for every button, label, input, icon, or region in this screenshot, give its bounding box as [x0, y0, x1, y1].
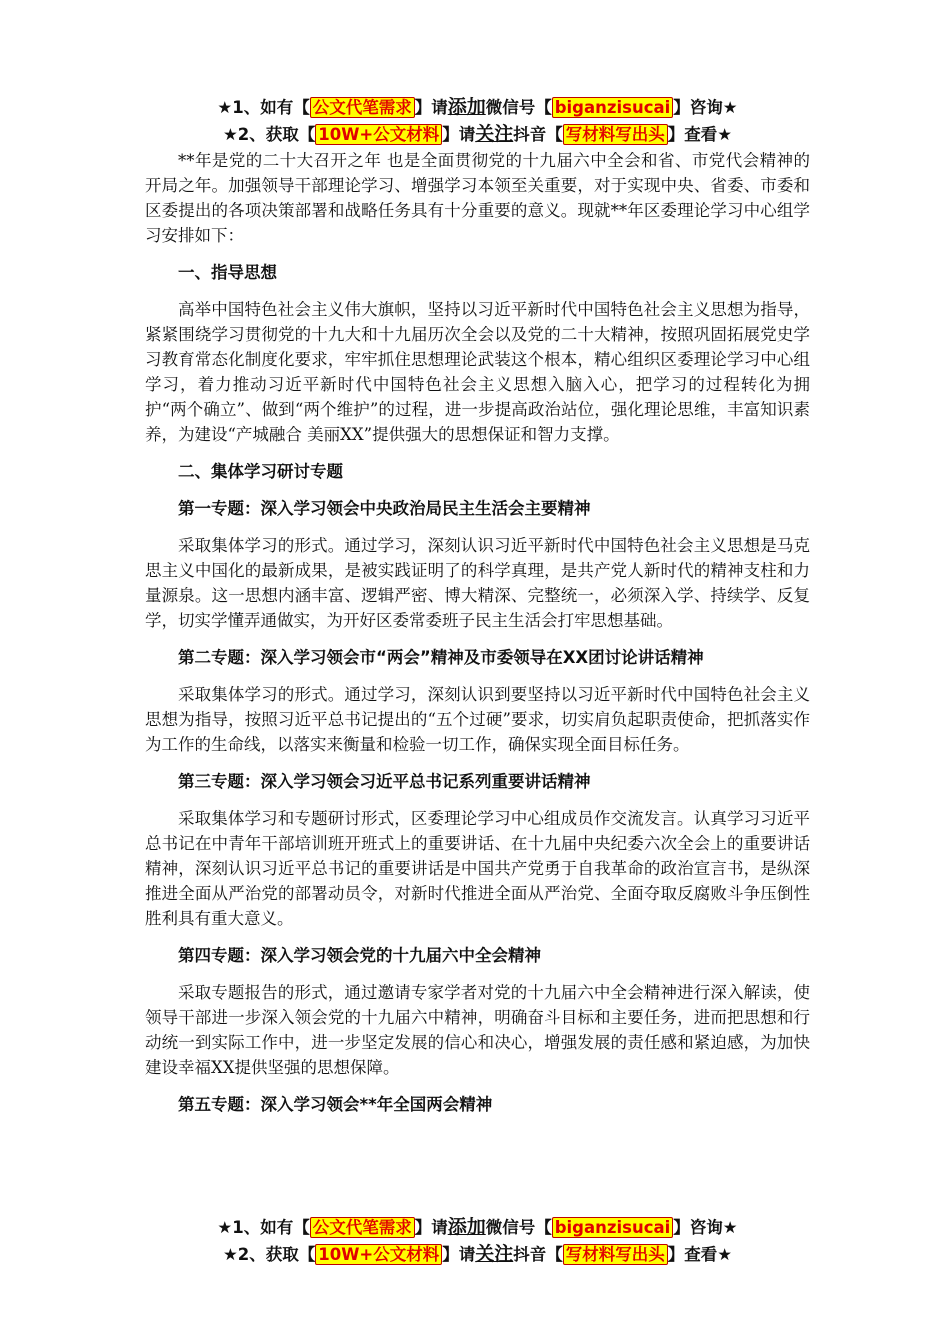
top-banner-line-1: [145, 94, 810, 121]
banner-emphasis: 关注: [475, 123, 514, 145]
banner-emphasis: 添加: [447, 1216, 486, 1238]
banner-text: 】咨询★: [673, 98, 738, 117]
banner-text: 微信号【: [485, 1218, 552, 1237]
banner-text: 】请: [442, 125, 476, 144]
topic-5-title: 第五专题：深入学习领会**年全国两会精神: [178, 1095, 493, 1114]
top-banner-line-2: [145, 121, 810, 148]
topic-1-body: 采取集体学习的形式。通过学习，深刻认识习近平新时代中国特色社会主义思想是马克思主义中国化的最新成果，是被实践证明了的科学真理，是共产党人新时代的精神支柱和力量源泉。这一思想内涵丰富、逻辑严密、博大精深、完整统一，必须深入学、持续学、反复学，切实学懂弄通做实，为开好区委常委班子民主生活会打牢思想基础。: [145, 536, 810, 630]
banner-text: ★1、如有【: [217, 98, 310, 117]
topic-2-title: 第二专题：深入学习领会市“两会”精神及市委领导在XX团讨论讲话精神: [178, 648, 704, 667]
topic-1-title: 第一专题：深入学习领会中央政治局民主生活会主要精神: [178, 499, 591, 518]
highlight-douyin: 写材料写出头: [563, 1244, 668, 1265]
topic-2-body: 采取集体学习的形式。通过学习，深刻认识到要坚持以习近平新时代中国特色社会主义思想为指导，按照习近平总书记提出的“五个过硬”要求，切实肩负起职责使命，把抓落实作为工作的生命线，以落实来衡量和检验一切工作，确保实现全面目标任务。: [145, 685, 810, 754]
bottom-banner: [145, 1214, 810, 1268]
banner-text: ★2、获取【: [222, 125, 316, 144]
topic-4-title: 第四专题：深入学习领会党的十九届六中全会精神: [178, 946, 541, 965]
banner-emphasis: 关注: [475, 1243, 514, 1265]
banner-text: 】请: [414, 98, 448, 117]
highlight-materials: 10W+公文材料: [315, 124, 442, 145]
intro-paragraph: **年是党的二十大召开之年 也是全面贯彻党的十九届六中全会和省、市党代会精神的开局之年。加强领导干部理论学习、增强学习本领至关重要，对于实现中央、省委、市委和区委提出的各项决策部署和战略任务具有十分重要的意义。现就**年区委理论学习中心组学习安排如下：: [145, 151, 810, 245]
banner-text: ★1、如有【: [217, 1218, 310, 1237]
bottom-banner-line-2: [145, 1241, 810, 1268]
highlight-service: 公文代笔需求: [310, 1217, 415, 1238]
highlight-materials: 10W+公文材料: [315, 1244, 442, 1265]
topic-3-body: 采取集体学习和专题研讨形式，区委理论学习中心组成员作交流发言。认真学习习近平总书记在中青年干部培训班开班式上的重要讲话、在十九届中央纪委六次全会上的重要讲话精神，深刻认识习近平总书记的重要讲话是中国共产党勇于自我革命的政治宣言书，是纵深推进全面从严治党的部署动员令，对新时代推进全面从严治党、全面夺取反腐败斗争压倒性胜利具有重大意义。: [145, 809, 810, 928]
banner-text: 微信号【: [485, 98, 552, 117]
document-page: [145, 94, 810, 1117]
banner-text: 抖音【: [513, 125, 563, 144]
banner-text: 】查看★: [667, 1245, 733, 1264]
topic-3-title: 第三专题：深入学习领会习近平总书记系列重要讲话精神: [178, 772, 591, 791]
highlight-douyin: 写材料写出头: [563, 124, 668, 145]
banner-text: 】查看★: [667, 125, 733, 144]
banner-emphasis: 添加: [447, 96, 486, 118]
banner-text: 】请: [442, 1245, 476, 1264]
bottom-banner-line-1: [145, 1214, 810, 1241]
banner-text: 】请: [414, 1218, 448, 1237]
banner-text: ★2、获取【: [222, 1245, 316, 1264]
section-2-title: 二、集体学习研讨专题: [178, 462, 343, 481]
topic-4-body: 采取专题报告的形式，通过邀请专家学者对党的十九届六中全会精神进行深入解读，使领导干部进一步深入领会党的十九届六中精神，明确奋斗目标和主要任务，进而把思想和行动统一到实际工作中，进一步坚定发展的信心和决心，增强发展的责任感和紧迫感，为加快建设幸福XX提供坚强的思想保障。: [145, 983, 810, 1077]
section-1-title: 一、指导思想: [178, 263, 277, 282]
banner-text: 】咨询★: [673, 1218, 738, 1237]
banner-text: 抖音【: [513, 1245, 563, 1264]
section-1-body: 高举中国特色社会主义伟大旗帜，坚持以习近平新时代中国特色社会主义思想为指导，紧紧围绕学习贯彻党的十九大和十九届历次全会以及党的二十大精神，按照巩固拓展党史学习教育常态化制度化要求，牢牢抓住思想理论武装这个根本，精心组织区委理论学习中心组学习，着力推动习近平新时代中国特色社会主义思想入脑入心，把学习的过程转化为拥护“两个确立”、做到“两个维护”的过程，进一步提高政治站位，强化理论思维，丰富知识素养，为建设“产城融合 美丽XX”提供强大的思想保证和智力支撑。: [145, 300, 810, 444]
highlight-wechat-id: biganzisucai: [552, 97, 674, 118]
highlight-wechat-id: biganzisucai: [552, 1217, 674, 1238]
highlight-service: 公文代笔需求: [310, 97, 415, 118]
